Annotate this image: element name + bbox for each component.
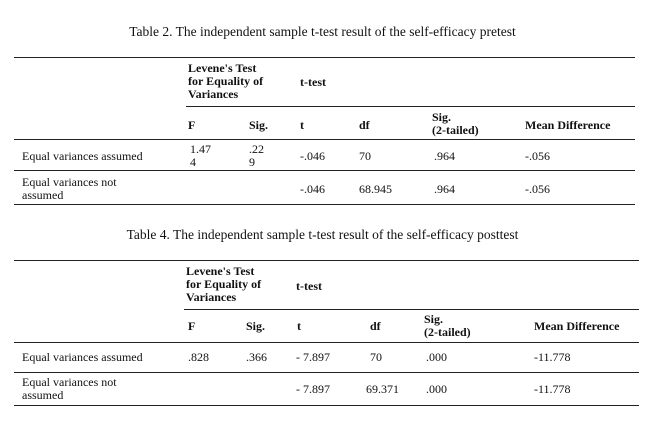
col-sig2-line-1: Sig.: [424, 312, 444, 326]
table-2-levene-header: [188, 62, 263, 101]
table-2-col-sig: Sig.: [249, 118, 269, 132]
table-4-row-1-meandiff: -11.778: [534, 350, 571, 364]
table-2-caption: Table 2. The independent sample t-test result of the self-efficacy pretest: [129, 24, 516, 39]
table-2-top-rule: [14, 57, 635, 58]
table-4-row-2-t: - 7.897: [296, 382, 330, 396]
table-4-col-meandiff: Mean Difference: [534, 319, 620, 333]
cell-line: Equal variances not: [22, 175, 117, 189]
table-4-col-df: df: [370, 319, 381, 333]
table-4-row-1-df: 70: [370, 350, 382, 364]
table-2-row-1-t: -.046: [300, 149, 325, 163]
col-sig2-line-2: (2-tailed): [424, 325, 471, 339]
cell-line: 9: [249, 155, 255, 169]
table-4-col-t: t: [297, 319, 301, 333]
table-2-col-sig2: [432, 111, 479, 137]
table-4-row-1-sig2: .000: [426, 350, 447, 364]
table-4-col-f: F: [188, 319, 196, 333]
table-4-row-2-label: [22, 376, 117, 402]
table-2-row-1-meandiff: -.056: [525, 149, 550, 163]
cell-line: Equal variances not: [22, 375, 117, 389]
table-2-row-1-label: Equal variances assumed: [22, 149, 143, 163]
levene-header-line-1: Levene's Test: [188, 61, 257, 75]
table-2-bottom-rule: [14, 204, 635, 205]
cell-line: assumed: [22, 388, 64, 402]
table-4-row-rule: [14, 372, 639, 373]
col-sig2-line-2: (2-tailed): [432, 123, 479, 137]
table-2-row-2-df: 68.945: [359, 182, 392, 196]
table-2-row-1-sig: [249, 143, 264, 169]
col-sig2-line-1: Sig.: [432, 110, 452, 124]
table-2-row-1-f: [190, 143, 211, 169]
table-2-group-rule: [186, 106, 635, 107]
table-4-header-rule: [14, 342, 639, 343]
table-2-row-2-sig2: .964: [434, 182, 455, 196]
table-2-header-rule: [14, 139, 635, 140]
levene-header-line-2: for Equality of: [188, 74, 264, 88]
table-4-row-2-meandiff: -11.778: [534, 382, 571, 396]
levene-header-line-1: Levene's Test: [186, 264, 255, 278]
levene-header-line-3: Variances: [188, 87, 239, 101]
table-4-group-rule: [184, 309, 639, 310]
levene-header-line-3: Variances: [186, 290, 237, 304]
table-2-row-2-meandiff: -.056: [525, 182, 550, 196]
table-2-row-2-t: -.046: [300, 182, 325, 196]
cell-line: 4: [190, 155, 196, 169]
table-4-row-1-t: - 7.897: [296, 350, 330, 364]
cell-line: 1.47: [190, 142, 211, 156]
table-4-top-rule: [14, 260, 639, 261]
table-2-col-meandiff: Mean Difference: [525, 118, 611, 132]
table-4-row-2-sig2: .000: [426, 382, 447, 396]
table-4-row-1-label: Equal variances assumed: [22, 350, 143, 364]
table-4-ttest-header: t-test: [296, 279, 322, 293]
table-2-row-rule: [14, 170, 635, 171]
table-2-col-df: df: [359, 118, 370, 132]
table-2-ttest-header: t-test: [300, 75, 326, 89]
table-2-row-1-sig2: .964: [434, 149, 455, 163]
table-2-row-1-df: 70: [359, 149, 371, 163]
table-4-caption: Table 4. The independent sample t-test result of the self-efficacy posttest: [126, 227, 519, 242]
table-4-row-2-df: 69.371: [366, 382, 399, 396]
levene-header-line-2: for Equality of: [186, 277, 262, 291]
cell-line: assumed: [22, 188, 64, 202]
table-4-row-1-f: .828: [188, 350, 209, 364]
table-4-col-sig2: [424, 313, 471, 339]
table-4-levene-header: [186, 265, 261, 304]
table-2-row-2-label: [22, 176, 117, 202]
cell-line: .22: [249, 142, 264, 156]
table-4-row-1-sig: .366: [246, 350, 267, 364]
table-2-col-f: F: [188, 118, 196, 132]
table-2-col-t: t: [300, 118, 304, 132]
table-4-bottom-rule: [14, 405, 639, 406]
table-4-col-sig: Sig.: [246, 319, 266, 333]
